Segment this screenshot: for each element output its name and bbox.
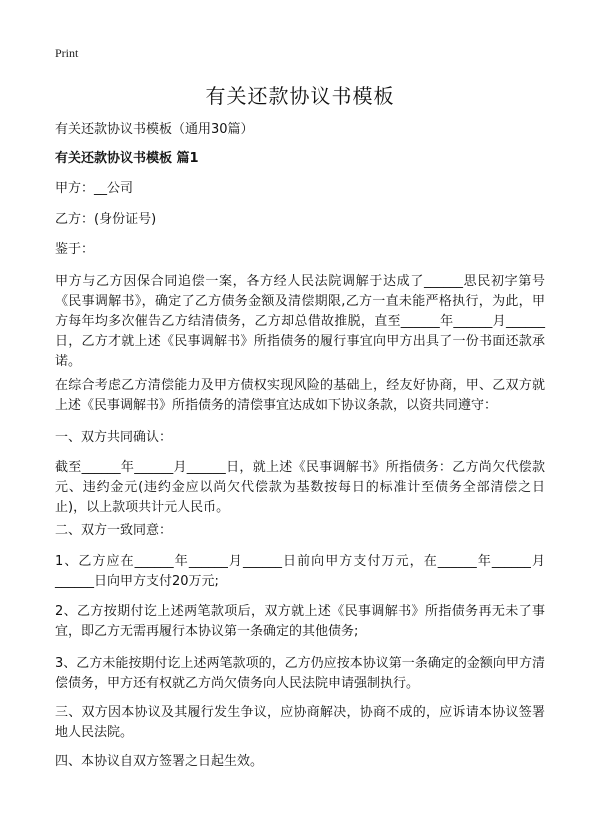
clause-1-heading: 一、双方共同确认：: [55, 430, 173, 445]
clause-2-heading: 二、双方一致同意：: [55, 523, 173, 538]
clause-2-item-1: 1、乙方应在______年______月______日前向甲方支付万元，在______年______月______日向甲方支付20万元;: [55, 554, 545, 589]
party-a: 甲方：__公司: [55, 181, 134, 196]
clause-2-item-2: 2、乙方按期付讫上述两笔款项后，双方就上述《民事调解书》所指债务再无未了事宜，即乙方无需再履行本协议第一条确定的其他债务;: [55, 604, 545, 639]
paragraph-1: 甲方与乙方因保合同追偿一案，各方经人民法院调解于达成了______思民初字第号《民事调解书》，确定了乙方债务金额及清偿期限,乙方一直未能严格执行，为此，甲方每年均多次催告乙方结清债务，乙方却总借故推脱，直至______年______月______日，乙方才就上述《民事调解书》所指债务的履行事宜向甲方出具了一份书面还款承诺。: [55, 274, 545, 369]
document-subtitle: 有关还款协议书模板（通用30篇）: [55, 122, 254, 137]
clause-1-body: 截至______年______月______日，就上述《民事调解书》所指债务：乙方尚欠代偿款元、违约金元(违约金应以尚欠代偿款为基数按每日的标准计至债务全部清偿之日止)，以上款项共计元人民币。: [55, 460, 545, 515]
section-title: 有关还款协议书模板 篇1: [55, 151, 199, 166]
document-title: 有关还款协议书模板: [205, 84, 395, 108]
clause-4: 四、本协议自双方签署之日起生效。: [55, 754, 264, 769]
party-b: 乙方：(身份证号): [55, 212, 157, 227]
clause-2-item-3: 3、乙方未能按期付讫上述两笔款项的，乙方仍应按本协议第一条确定的金额向甲方清偿债务，甲方还有权就乙方尚欠债务向人民法院申请强制执行。: [55, 656, 545, 691]
print-label: Print: [55, 46, 79, 60]
clause-3: 三、双方因本协议及其履行发生争议，应协商解决，协商不成的，应诉请本协议签署地人民法院。: [55, 705, 545, 740]
paragraph-2: 在综合考虑乙方清偿能力及甲方债权实现风险的基础上，经友好协商，甲、乙双方就上述《民事调解书》所指债务的清偿事宜达成如下协议条款，以资共同遵守：: [55, 378, 545, 413]
whereas-label: 鉴于：: [55, 242, 95, 257]
